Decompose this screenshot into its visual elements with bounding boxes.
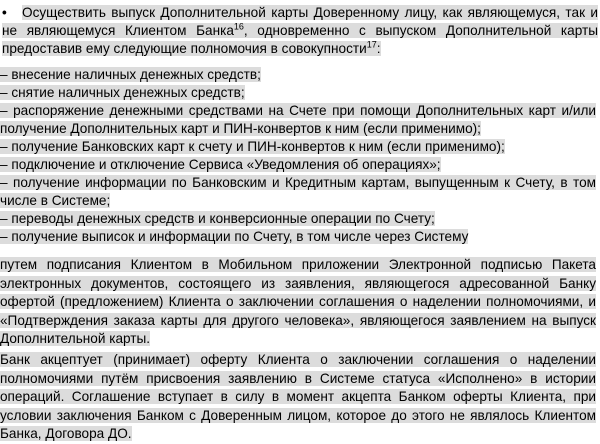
list-item-text: – получение Банковских карт к счету и ПИН-конвертов к ним (если применимо);	[0, 139, 505, 154]
signing-paragraph	[0, 256, 596, 349]
list-item	[0, 174, 596, 210]
list-item	[0, 210, 596, 228]
list-item-text: – подключение и отключение Сервиса «Уведомления об операциях»;	[0, 157, 441, 172]
powers-list	[0, 66, 596, 246]
list-item-text: – снятие наличных денежных средств;	[0, 85, 245, 100]
intro-paragraph	[2, 4, 598, 58]
footnote-ref-17: 17	[366, 39, 377, 50]
list-item	[0, 66, 596, 84]
list-item	[0, 228, 596, 246]
acceptance-paragraph-text: Банк акцептует (принимает) оферту Клиента о заключении соглашения о наделении полномочиями путём присвоения заявлению в Системе статуса «Исполнено» в истории операций. Соглашение вступает в силу в момент акцепта Банком оферты Клиента, при условии заключения Банком с Доверенным лицом, которое до этого не являлось Клиентом Банка, Договора ДО.	[0, 352, 596, 441]
list-item	[0, 102, 596, 138]
footnote-ref-16: 16	[233, 21, 244, 32]
list-item	[0, 156, 596, 174]
intro-text-part3: :	[376, 41, 381, 56]
intro-text-part2: , одновременно с выпуском Дополнительной карты предоставив ему следующие полномочия в совокупности	[2, 23, 598, 56]
list-item-text: – внесение наличных денежных средств;	[0, 67, 261, 82]
signing-paragraph-text: путем подписания Клиентом в Мобильном приложении Электронной подписью Пакета электронных документов, состоящего из заявления, являющегося адресованной Банку офертой (предложением) Клиента о заключении соглашения о наделении полномочиями, и «Подтверждения заказа карты для другого человека», являющегося заявлением на выпуск Дополнительной карты.	[0, 257, 596, 346]
intro-text-part1: Осуществить выпуск Дополнительной карты Доверенному лицу, как являющемуся, так и не являющемуся Клиентом Банка	[2, 5, 598, 38]
list-item	[0, 84, 596, 102]
bullet-marker: •	[2, 5, 7, 20]
list-item-text: – получение информации по Банковским и Кредитным картам, выпущенным к Счету, в том числе в Системе;	[0, 175, 596, 208]
list-item-text: – получение выписок и информации по Счету, в том числе через Систему	[0, 229, 469, 244]
list-item-text: – переводы денежных средств и конверсионные операции по Счету;	[0, 211, 435, 226]
intro-text	[2, 5, 598, 56]
list-item-text: – распоряжение денежными средствами на Счете при помощи Дополнительных карт и/или получение Дополнительных карт и ПИН-конвертов к ним (если применимо);	[0, 103, 596, 136]
list-item	[0, 138, 596, 156]
acceptance-paragraph	[0, 351, 596, 444]
